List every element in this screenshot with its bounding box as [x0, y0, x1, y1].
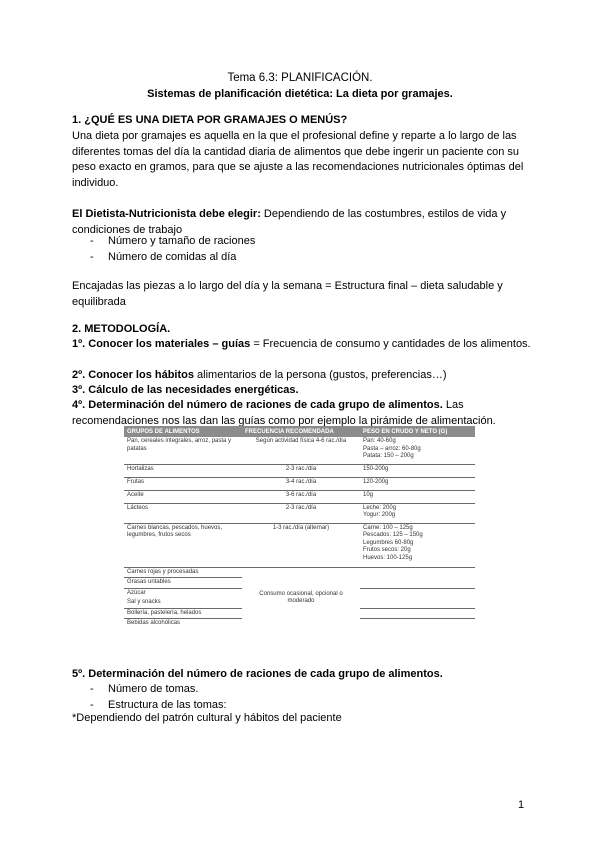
step4	[72, 398, 532, 429]
cell-group: Hortalizas	[124, 464, 242, 477]
page-number: 1	[518, 799, 525, 811]
step3: 3º. Cálculo de las necesidades energéticas.	[72, 384, 299, 396]
cell-group: Azúcar	[127, 589, 146, 596]
cell-peso: Leche: 200g Yogur: 200g	[360, 503, 475, 523]
table-row	[124, 477, 475, 490]
cell-group: Lácteos	[124, 503, 242, 523]
cell-empty	[360, 619, 475, 629]
section5-heading: 5º. Determinación del número de raciones de cada grupo de alimentos.	[72, 668, 443, 680]
cell-empty	[360, 567, 475, 578]
dietista-bold: El Dietista-Nutricionista debe elegir:	[72, 208, 261, 220]
cell-freq: Según actividad física 4-6 rac./día	[242, 437, 360, 464]
table-row	[124, 437, 475, 464]
cell-empty	[360, 588, 475, 598]
step2	[72, 368, 532, 384]
table-row	[124, 503, 475, 523]
table-row	[124, 523, 475, 567]
cell-empty	[360, 598, 475, 608]
cell-freq: 3-4 rac./día	[242, 477, 360, 490]
cell-group: Aceite	[124, 490, 242, 503]
section1-heading: 1. ¿QUÉ ES UNA DIETA POR GRAMAJES O MENÚS?	[72, 114, 348, 126]
step4-rest: Las recomendaciones nos las dan las guías como por ejemplo la pirámide de alimentación.	[72, 399, 496, 427]
cell-group: Carnes rojas y procesadas	[124, 567, 242, 578]
table-row	[124, 464, 475, 477]
cell-empty	[360, 578, 475, 589]
section2-heading: 2. METODOLOGÍA.	[72, 323, 171, 335]
cell-freq: 1-3 rac./día (alternar)	[242, 523, 360, 567]
cell-peso: Pan: 40-60g Pasta – arroz: 60-80g Patata: 150 – 200g	[360, 437, 475, 464]
cell-freq: 2-3 rac./día	[242, 464, 360, 477]
table-header: FRECUENCIA RECOMENDADA	[242, 426, 360, 437]
cell-group: Pan, cereales integrales, arroz, pasta y patatas	[124, 437, 242, 464]
step2-bold: 2º. Conocer los hábitos	[72, 369, 194, 381]
dietista-rest: Dependiendo de las costumbres, estilos de vida y condiciones de trabajo	[72, 208, 507, 236]
section5-list	[72, 682, 532, 713]
step1	[72, 337, 532, 353]
list-item: - Estructura de las tomas:	[72, 698, 532, 714]
page-subtitle: Sistemas de planificación dietética: La dieta por gramajes.	[147, 88, 453, 100]
cell-occasional-freq: Consumo ocasional, opcional o moderado	[259, 590, 343, 604]
cell-group: Bebidas alcohólicas	[127, 620, 181, 626]
cell-group: Grasas untables	[124, 578, 242, 589]
page-title: Tema 6.3: PLANIFICACIÓN.	[227, 72, 373, 84]
step2-rest: alimentarios de la persona (gustos, preferencias…)	[193, 369, 447, 381]
dietista-list	[72, 234, 532, 265]
step4-bold: 4º. Determinación del número de raciones de cada grupo de alimentos.	[72, 399, 443, 411]
cell-group: Sal y snacks	[124, 598, 242, 608]
cell-peso: Carne: 100 – 125g Pescados: 125 – 150g Legumbres 60-80g Frutos secos: 20g Huevos: 100-125g	[360, 523, 475, 567]
list-item: - Número de comidas al día	[72, 250, 532, 266]
cell-peso: 150-200g	[360, 464, 475, 477]
section1-paragraph: Una dieta por gramajes es aquella en la que el profesional define y reparte a lo largo de las diferentes tomas del día la cantidad diaria de alimentos que debe ingerir un paciente con su peso exacto en gramos, para que se ajuste a las recomendaciones nutricionales óptimas del individuo.	[72, 130, 524, 189]
cell-empty	[360, 608, 475, 619]
cell-freq: 2-3 rac./día	[242, 503, 360, 523]
table-header: PESO EN CRUDO Y NETO (G)	[360, 426, 475, 437]
cell-group: Bollería, pastelería, helados	[124, 608, 242, 619]
list-item: - Número y tamaño de raciones	[72, 234, 532, 250]
section5-note: *Dependiendo del patrón cultural y hábitos del paciente	[72, 712, 342, 724]
encajadas-paragraph: Encajadas las piezas a lo largo del día y la semana = Estructura final – dieta saludable y equilibrada	[72, 280, 503, 308]
table-row	[124, 567, 475, 578]
step1-rest: = Frecuencia de consumo y cantidades de los alimentos.	[250, 338, 531, 350]
step1-bold: 1º. Conocer los materiales – guías	[72, 338, 251, 350]
cell-peso: 10g	[360, 490, 475, 503]
food-groups-table	[124, 426, 475, 629]
list-item: - Número de tomas.	[72, 682, 532, 698]
cell-peso: 120-200g	[360, 477, 475, 490]
table-row	[124, 490, 475, 503]
cell-group: Frutas	[124, 477, 242, 490]
cell-group: Carnes blancas, pescados, huevos, legumbres, frutos secos	[124, 523, 242, 567]
cell-freq: 3-6 rac./día	[242, 490, 360, 503]
table-header: GRUPOS DE ALIMENTOS	[124, 426, 242, 437]
